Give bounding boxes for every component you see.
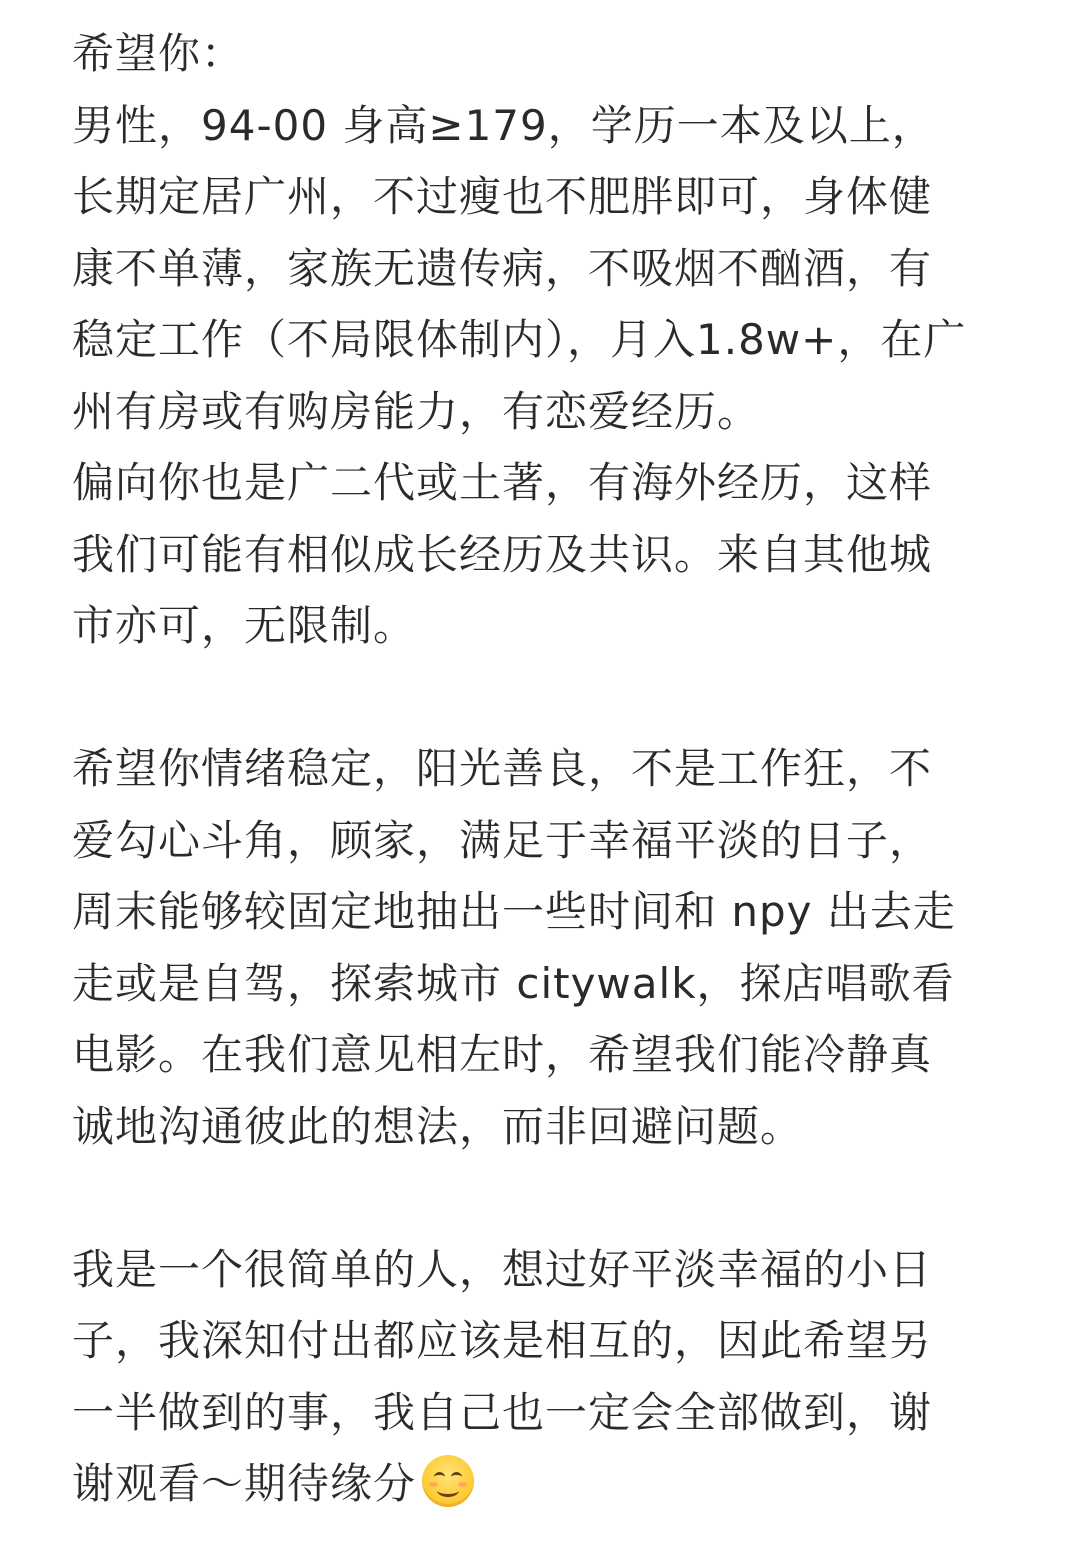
- text-line: 爱勾心斗角，顾家，满足于幸福平淡的日子，: [72, 815, 933, 865]
- text-line: 男性，94-00 身高≥179，学历一本及以上，: [72, 100, 935, 150]
- text-line: 州有房或有购房能力，有恋爱经历。: [72, 386, 761, 436]
- text-line: 谢观看～期待缘分: [72, 1459, 417, 1508]
- text-line: 走或是自驾，探索城市 citywalk，探店唱歌看: [72, 958, 955, 1008]
- text-line: 电影。在我们意见相左时，希望我们能冷静真: [72, 1030, 933, 1079]
- smiling-face-icon: [422, 1455, 474, 1507]
- text-line: 市亦可，无限制。: [72, 601, 417, 650]
- paragraph-gap: [72, 662, 1020, 734]
- text-line: 我们可能有相似成长经历及共识。来自其他城: [72, 529, 933, 579]
- text-line: 一半做到的事，我自己也一定会全部做到，谢: [72, 1387, 933, 1437]
- text-line: 长期定居广州，不过瘦也不肥胖即可，身体健: [72, 172, 933, 221]
- text-line: 康不单薄，家族无遗传病，不吸烟不酗酒，有: [72, 243, 933, 293]
- text-line: 子，我深知付出都应该是相互的，因此希望另: [72, 1316, 933, 1365]
- text-line: 周末能够较固定地抽出一些时间和 npy 出去走: [72, 887, 956, 936]
- paragraph-requirements: [72, 18, 1020, 662]
- text-line: 我是一个很简单的人，想过好平淡幸福的小日: [72, 1244, 933, 1294]
- text-line: 诚地沟通彼此的想法，而非回避问题。: [72, 1101, 804, 1151]
- paragraph-gap: [72, 1162, 1020, 1234]
- text-line: 偏向你也是广二代或土著，有海外经历，这样: [72, 458, 933, 507]
- last-text-line: [72, 1448, 1020, 1520]
- text-line: 稳定工作（不局限体制内），月入1.8w+，在广: [72, 315, 967, 364]
- paragraph-personality: [72, 733, 1020, 1162]
- paragraph-self-intro: [72, 1234, 1020, 1520]
- text-line: 希望你：: [72, 29, 245, 78]
- text-line: 希望你情绪稳定，阳光善良，不是工作狂，不: [72, 744, 933, 793]
